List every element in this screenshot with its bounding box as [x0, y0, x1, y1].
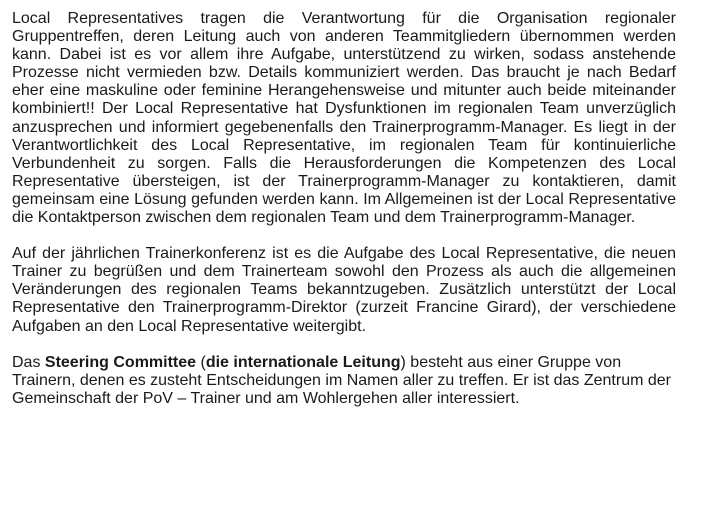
steering-rest-text: ) besteht aus einer Gruppe von Trainern, denen es zusteht Entscheidungen im Namen aller zu treffen. Er ist das Zentrum der Gemeinschaft der PoV – Trainer und am Wohlergehen aller interessiert.	[12, 353, 671, 407]
document-body	[12, 10, 676, 408]
paragraph-steering-committee	[12, 354, 676, 408]
paragraph-trainer-conference: Auf der jährlichen Trainerkonferenz ist es die Aufgabe des Local Representative, die neuen Trainer zu begrüßen und dem Trainerteam sowohl den Prozess als auch die allgemeinen Veränderungen des regionalen Teams bekanntzugeben. Zusätzlich unterstützt der Local Representative den Trainerprogramm-Direktor (zurzeit Francine Girard), der verschiedene Aufgaben an den Local Representative weitergibt.	[12, 245, 676, 335]
steering-committee-term: Steering Committee	[44, 353, 197, 371]
international-leadership-term: die internationale Leitung	[205, 353, 401, 371]
paragraph-local-representatives: Local Representatives tragen die Verantwortung für die Organisation regionaler Gruppentreffen, deren Leitung auch von anderen Teammitgliedern übernommen werden kann. Dabei ist es vor allem ihre Aufgabe, unterstützend zu wirken, sodass anstehende Prozesse nicht vermieden bzw. Details kommuniziert werden. Das braucht je nach Bedarf eher eine maskuline oder feminine Herangehensweise und mitunter auch beide miteinander kombiniert!! Der Local Representative hat Dysfunktionen im regionalen Team unverzüglich anzusprechen und informiert gegebenenfalls den Trainerprogramm-Manager. Es liegt in der Verantwortlichkeit des Local Representative, im regionalen Team für kontinuierliche Verbundenheit zu sorgen. Falls die Herausforderungen die Kompetenzen des Local Representative übersteigen, ist der Trainerprogramm-Manager zu kontaktieren, damit gemeinsam eine Lösung gefunden werden kann. Im Allgemeinen ist der Local Representative die Kontaktperson zwischen dem regionalen Team und dem Trainerprogramm-Manager.	[12, 10, 676, 227]
steering-intro-text: Das	[12, 353, 45, 371]
steering-open-paren: (	[196, 353, 206, 371]
paragraph-spacer	[12, 227, 676, 245]
paragraph-spacer	[12, 336, 676, 354]
